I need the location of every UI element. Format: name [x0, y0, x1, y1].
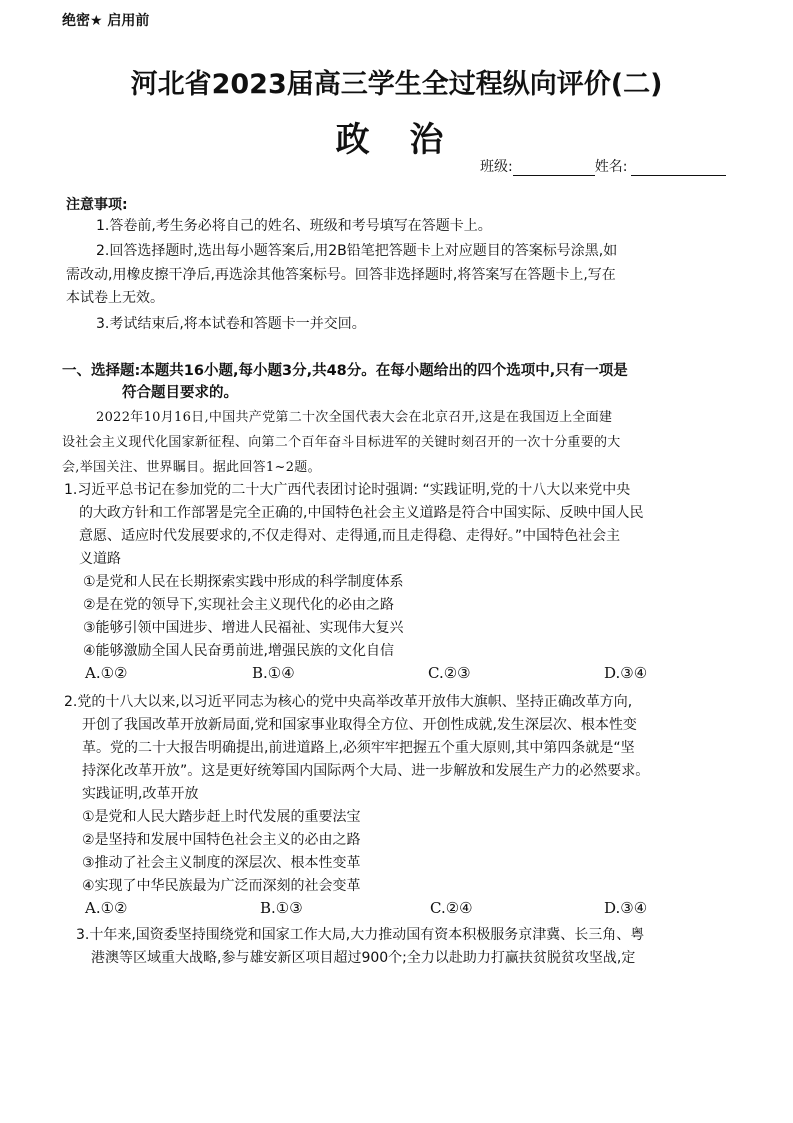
q2-statement-4: ④实现了中华民族最为广泛而深刻的社会变革 [82, 878, 361, 894]
q2-statement-3: ③推动了社会主义制度的深层次、根本性变革 [82, 855, 361, 871]
class-name-line [480, 156, 726, 176]
q1-choice-c[interactable]: C.②③ [428, 664, 471, 682]
q1-choice-d[interactable]: D.③④ [604, 664, 648, 682]
passage-line-1: 2022年10月16日,中国共产党第二十次全国代表大会在北京召开,这是在我国迈上全面建 [96, 410, 613, 425]
question-1 [64, 479, 754, 663]
q3-line-1: 3.十年来,国资委坚持围绕党和国家工作大局,大力推动国有资本积极服务京津冀、长三角、粤 [76, 927, 645, 943]
q2-statement-1: ①是党和人民大踏步赶上时代发展的重要法宝 [82, 809, 361, 825]
q2-line-2: 开创了我国改革开放新局面,党和国家事业取得全方位、开创性成就,发生深层次、根本性变 [82, 717, 637, 733]
q2-line-4: 持深化改革开放”。这是更好统筹国内国际两个大局、进一步解放和发展生产力的必然要求。 [82, 763, 650, 779]
q2-line-1: 2.党的十八大以来,以习近平同志为核心的党中央高举改革开放伟大旗帜、坚持正确改革方向, [64, 694, 633, 710]
q1-choice-b[interactable]: B.①④ [252, 664, 295, 682]
q2-choice-d[interactable]: D.③④ [604, 899, 648, 917]
q2-choices [0, 899, 793, 923]
section-heading-line-2: 符合题目要求的。 [122, 385, 238, 401]
q1-choices [0, 664, 793, 688]
q3-line-2: 港澳等区域重大战略,参与雄安新区项目超过900个;全力以赴助力打赢扶贫脱贫攻坚战,定 [91, 950, 636, 966]
question-2 [64, 691, 754, 898]
notice-item-2-line-2: 需改动,用橡皮擦干净后,再选涂其他答案标号。回答非选择题时,将答案写在答题卡上,写在 [66, 267, 616, 283]
q1-statement-1: ①是党和人民在长期探索实践中形成的科学制度体系 [83, 574, 404, 590]
notice-item-2-line-1: 2.回答选择题时,选出每小题答案后,用2B铅笔把答题卡上对应题目的答案标号涂黑,如 [96, 243, 618, 259]
notice-title: 注意事项: [66, 197, 128, 213]
class-label: 班级: [480, 159, 513, 175]
q1-statement-2: ②是在党的领导下,实现社会主义现代化的必由之路 [83, 597, 394, 613]
confidential-label: 绝密★ 启用前 [62, 13, 150, 29]
q1-choice-a[interactable]: A.①② [85, 664, 128, 682]
passage-line-3: 会,举国关注、世界瞩目。据此回答1~2题。 [62, 460, 321, 475]
q1-line-3: 意愿、适应时代发展要求的,不仅走得对、走得通,而且走得稳、走得好。”中国特色社会主 [79, 528, 621, 544]
q1-statement-3: ③能够引领中国进步、增进人民福祉、实现伟大复兴 [83, 620, 404, 636]
q2-choice-b[interactable]: B.①③ [260, 899, 303, 917]
q1-line-1: 1.习近平总书记在参加党的二十大广西代表团讨论时强调: “实践证明,党的十八大以来党中央 [64, 482, 631, 498]
q2-choice-a[interactable]: A.①② [85, 899, 128, 917]
exam-title: 河北省2023届高三学生全过程纵向评价(二) [130, 69, 663, 100]
name-blank [631, 161, 726, 176]
q1-statement-4: ④能够激励全国人民奋勇前进,增强民族的文化自信 [83, 643, 394, 659]
section-heading-line-1: 一、选择题:本题共16小题,每小题3分,共48分。在每小题给出的四个选项中,只有一项是 [62, 363, 628, 379]
q2-line-3: 革。党的二十大报告明确提出,前进道路上,必须牢牢把握五个重大原则,其中第四条就是“坚 [82, 740, 635, 756]
notice-item-3: 3.考试结束后,将本试卷和答题卡一并交回。 [96, 316, 366, 332]
subject-title: 政 治 [335, 120, 458, 160]
passage-line-2: 设社会主义现代化国家新征程、向第二个百年奋斗目标进军的关键时刻召开的一次十分重要的大 [62, 435, 621, 450]
q1-line-4: 义道路 [79, 551, 121, 567]
notice-item-2-line-3: 本试卷上无效。 [66, 290, 164, 306]
section-heading [62, 360, 742, 404]
q2-statement-2: ②是坚持和发展中国特色社会主义的必由之路 [82, 832, 361, 848]
q2-line-5: 实践证明,改革开放 [82, 786, 199, 802]
reading-passage [62, 405, 750, 480]
notice-item-1: 1.答卷前,考生务必将自己的姓名、班级和考号填写在答题卡上。 [96, 218, 492, 234]
q2-choice-c[interactable]: C.②④ [430, 899, 473, 917]
q1-line-2: 的大政方针和工作部署是完全正确的,中国特色社会主义道路是符合中国实际、反映中国人民 [79, 505, 644, 521]
name-label: 姓名: [594, 159, 628, 175]
class-blank [513, 161, 595, 176]
question-3 [76, 924, 756, 970]
